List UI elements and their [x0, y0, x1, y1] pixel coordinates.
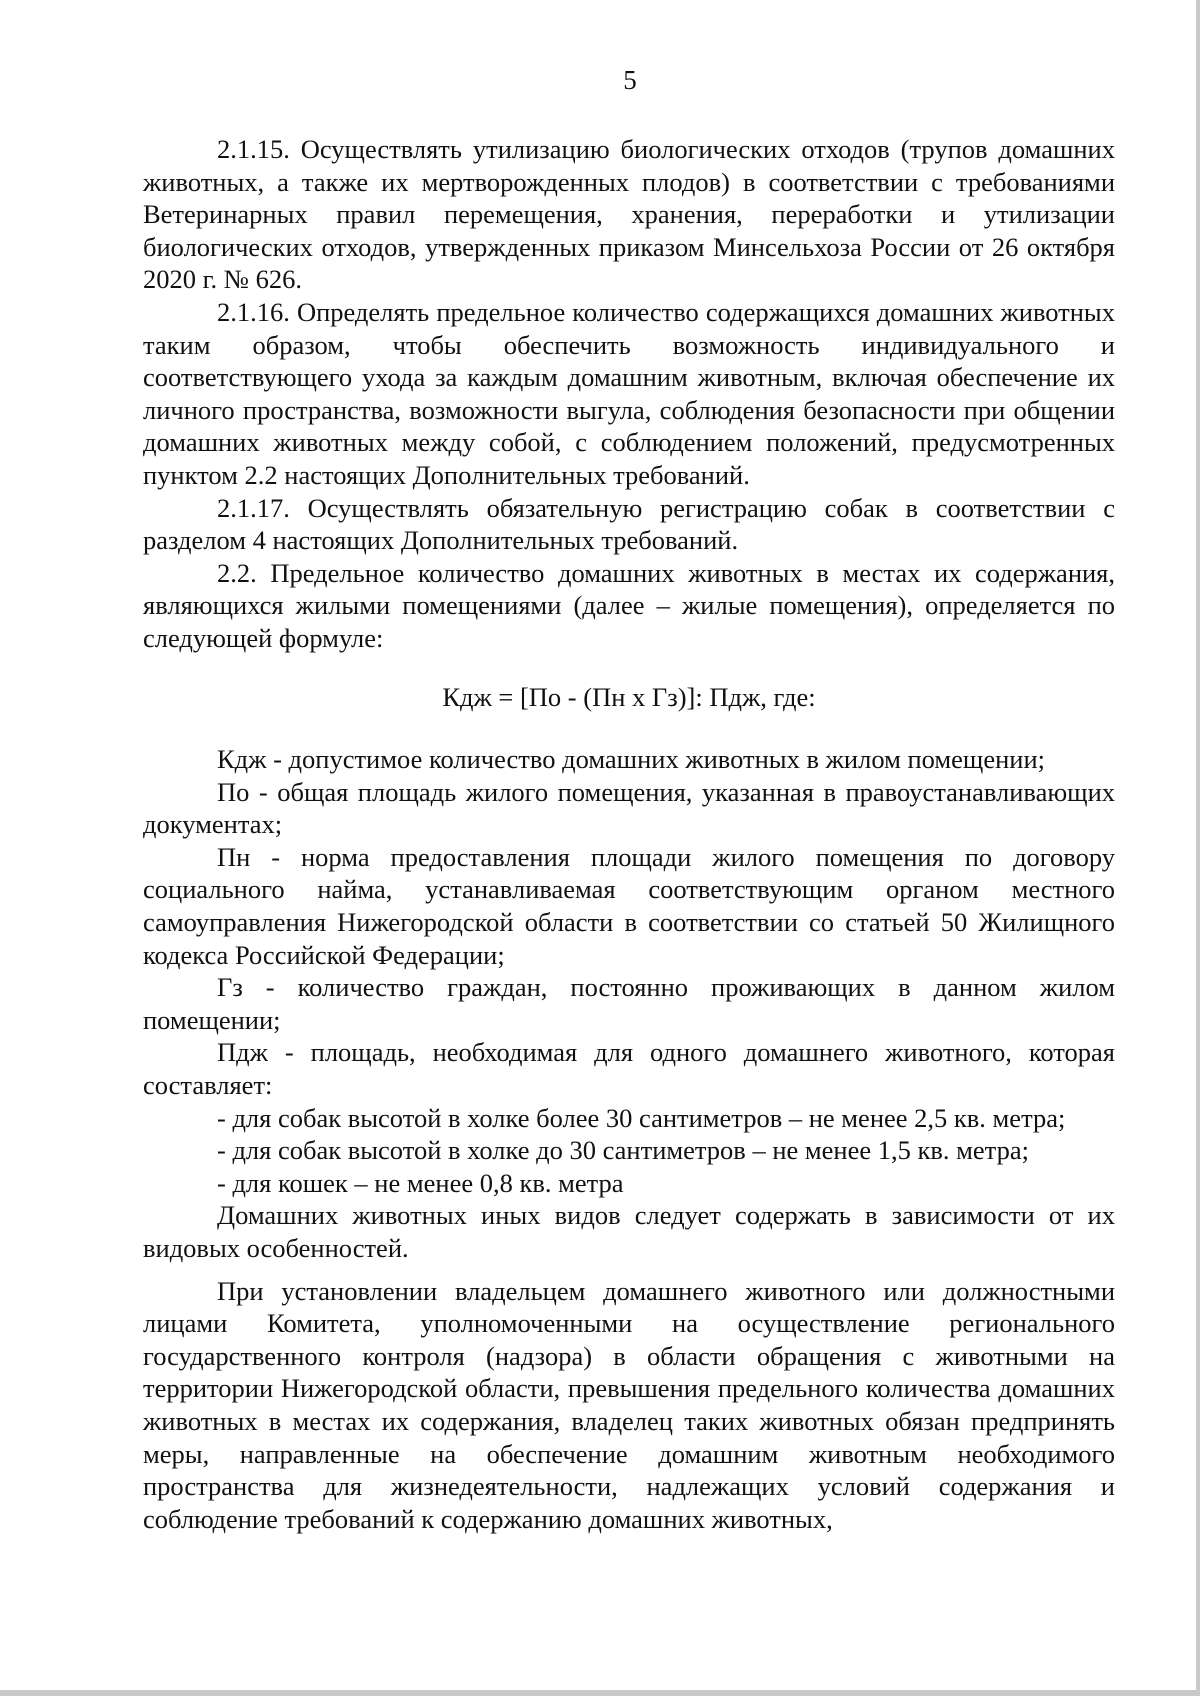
- list-item-small-dogs: - для собак высотой в холке до 30 сантиметров – не менее 1,5 кв. метра;: [217, 1135, 1029, 1166]
- list-item-cats: - для кошек – не менее 0,8 кв. метра: [217, 1167, 624, 1198]
- scan-edge-bottom: [0, 1690, 1200, 1696]
- definition-po: По - общая площадь жилого помещения, указанная в правоустанавливающих документах;: [143, 776, 1115, 840]
- formula: Кдж = [По - (Пн х Гз)]: Пдж, где:: [442, 681, 816, 712]
- definition-pdzh: Пдж - площадь, необходимая для одного домашнего животного, которая составляет:: [143, 1037, 1115, 1101]
- paragraph-2-2: 2.2. Предельное количество домашних животных в местах их содержания, являющихся жилыми помещениями (далее – жилые помещения), определяется по следующей формуле:: [143, 557, 1115, 653]
- page-number: 5: [623, 65, 637, 95]
- definition-kdzh: Кдж - допустимое количество домашних животных в жилом помещении;: [217, 744, 1046, 775]
- scan-edge-right: [1196, 0, 1200, 1696]
- paragraph-other-species: Домашних животных иных видов следует содержать в зависимости от их видовых особенностей.: [143, 1200, 1115, 1263]
- paragraph-2-1-17: 2.1.17. Осуществлять обязательную регистрацию собак в соответствии с разделом 4 настоящих Дополнительных требований.: [143, 492, 1115, 556]
- paragraph-owner-obligations: При установлении владельцем домашнего животного или должностными лицами Комитета, уполномоченными на осуществление регионального государственного контроля (надзора) в области обращения с животными на территории Нижегородской области, превышения предельного количества домашних животных в местах их содержания, владелец таких животных обязан предпринять меры, направленные на обеспечение домашним животным необходимого пространства для жизнедеятельности, надлежащих условий содержания и соблюдение требований к содержанию домашних животных,: [143, 1275, 1115, 1534]
- paragraph-2-1-15: 2.1.15. Осуществлять утилизацию биологических отходов (трупов домашних животных, а также их мертворожденных плодов) в соответствии с требованиями Ветеринарных правил перемещения, хранения, переработки и утилизации биологических отходов, утвержденных приказом Минсельхоза России от 26 октября 2020 г. № 626.: [143, 134, 1115, 295]
- document-body: [143, 133, 1115, 1535]
- definition-gz: Гз - количество граждан, постоянно проживающих в данном жилом помещении;: [143, 972, 1115, 1035]
- definition-pn: Пн - норма предоставления площади жилого помещения по договору социального найма, устанавливаемая соответствующим органом местного самоуправления Нижегородской области в соответствии со статьей 50 Жилищного кодекса Российской Федерации;: [143, 841, 1115, 970]
- list-item-large-dogs: - для собак высотой в холке более 30 сантиметров – не менее 2,5 кв. метра;: [217, 1102, 1066, 1133]
- paragraph-2-1-16: 2.1.16. Определять предельное количество содержащихся домашних животных таким образом, чтобы обеспечить возможность индивидуального и соответствующего ухода за каждым домашним животным, включая обеспечение их личного пространства, возможности выгула, соблюдения безопасности при общении домашних животных между собой, с соблюдением положений, предусмотренных пунктом 2.2 настоящих Дополнительных требований.: [143, 296, 1115, 490]
